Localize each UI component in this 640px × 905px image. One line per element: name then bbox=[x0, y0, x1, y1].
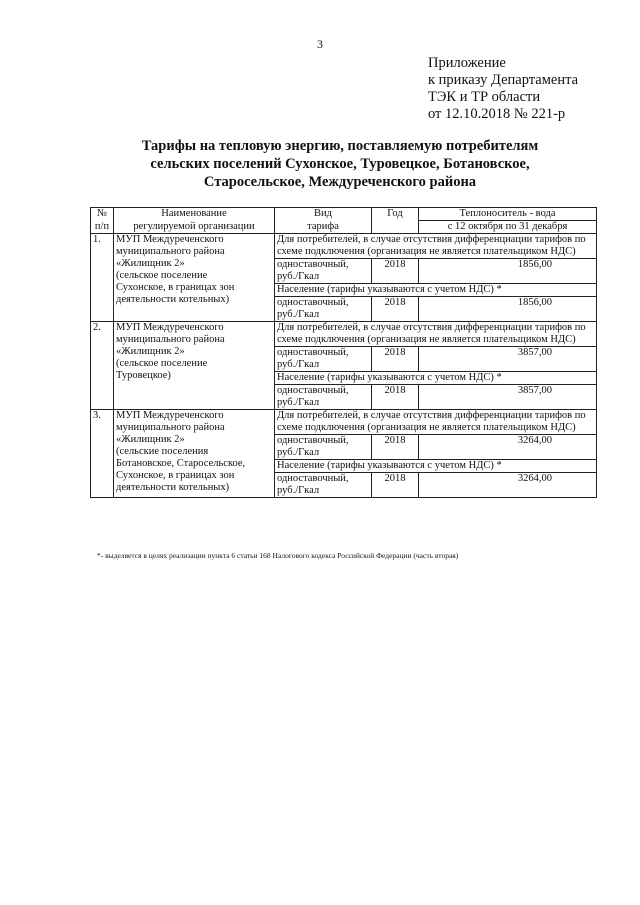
org-line: «Жилищник 2» bbox=[116, 434, 185, 445]
table-header-row bbox=[91, 221, 597, 234]
org-line: «Жилищник 2» bbox=[116, 346, 185, 357]
tariff-value: 3264,00 bbox=[419, 473, 597, 498]
org-line: муниципального района bbox=[116, 334, 225, 345]
org-line: МУП Междуреченского bbox=[116, 322, 224, 333]
population-note: Население (тарифы указываются с учетом НДС) * bbox=[275, 460, 597, 473]
document-title bbox=[100, 137, 580, 191]
table-row bbox=[91, 322, 597, 347]
title-line: Тарифы на тепловую энергию, поставляемую потребителям bbox=[141, 138, 539, 154]
row-number: 3. bbox=[91, 410, 114, 498]
population-note: Население (тарифы указываются с учетом НДС) * bbox=[275, 372, 597, 385]
organization-cell bbox=[114, 234, 275, 322]
table-header-row bbox=[91, 208, 597, 221]
org-line: МУП Междуреченского bbox=[116, 410, 224, 421]
tariff-value: 1856,00 bbox=[419, 259, 597, 284]
org-line: «Жилищник 2» bbox=[116, 258, 185, 269]
tariff-kind: одноставочный, руб./Гкал bbox=[275, 385, 372, 410]
header-carrier: Теплоноситель - вода bbox=[419, 208, 597, 221]
consumers-note: Для потребителей, в случае отсутствия дифференциации тарифов по схеме подключения (организация не является плательщиком НДС) bbox=[275, 234, 597, 259]
org-line: муниципального района bbox=[116, 246, 225, 257]
header-year: Год bbox=[372, 208, 419, 221]
title-line: сельских поселений Сухонское, Туровецкое, Ботановское, bbox=[150, 156, 530, 172]
tariff-kind: одноставочный, руб./Гкал bbox=[275, 435, 372, 460]
appendix-block bbox=[428, 55, 578, 123]
table-row bbox=[91, 410, 597, 435]
tariff-year: 2018 bbox=[372, 259, 419, 284]
population-note: Население (тарифы указываются с учетом НДС) * bbox=[275, 284, 597, 297]
organization-cell bbox=[114, 322, 275, 410]
header-year-sub bbox=[372, 221, 419, 234]
tariff-table bbox=[90, 207, 597, 498]
organization-cell bbox=[114, 410, 275, 498]
tariff-kind: одноставочный, руб./Гкал bbox=[275, 473, 372, 498]
page-number: 3 bbox=[317, 37, 323, 51]
tariff-value: 3857,00 bbox=[419, 347, 597, 372]
tariff-year: 2018 bbox=[372, 347, 419, 372]
header-kind-sub: тарифа bbox=[275, 221, 372, 234]
org-line: деятельности котельных) bbox=[116, 294, 230, 305]
footnote: *- выделяется в целях реализации пункта 6 статьи 168 Налогового кодекса Российской Федерации (часть вторая) bbox=[97, 551, 459, 560]
org-line: Ботановское, Старосельское, bbox=[116, 458, 246, 469]
tariff-year: 2018 bbox=[372, 435, 419, 460]
tariff-year: 2018 bbox=[372, 473, 419, 498]
org-line: (сельские поселения bbox=[116, 446, 209, 457]
tariff-value: 3857,00 bbox=[419, 385, 597, 410]
header-org: Наименование bbox=[114, 208, 275, 221]
table-row bbox=[91, 234, 597, 259]
org-line: Сухонское, в границах зон bbox=[116, 282, 235, 293]
consumers-note: Для потребителей, в случае отсутствия дифференциации тарифов по схеме подключения (организация не является плательщиком НДС) bbox=[275, 322, 597, 347]
consumers-note: Для потребителей, в случае отсутствия дифференциации тарифов по схеме подключения (организация не является плательщиком НДС) bbox=[275, 410, 597, 435]
row-number: 2. bbox=[91, 322, 114, 410]
appendix-line: от 12.10.2018 № 221-р bbox=[428, 106, 566, 122]
org-line: МУП Междуреченского bbox=[116, 234, 224, 245]
tariff-kind: одноставочный, руб./Гкал bbox=[275, 297, 372, 322]
tariff-year: 2018 bbox=[372, 297, 419, 322]
org-line: (сельское поселение bbox=[116, 270, 208, 281]
tariff-kind: одноставочный, руб./Гкал bbox=[275, 259, 372, 284]
header-kind: Вид bbox=[275, 208, 372, 221]
header-org-sub: регулируемой организации bbox=[114, 221, 275, 234]
header-num: № bbox=[91, 208, 114, 221]
row-number: 1. bbox=[91, 234, 114, 322]
header-num-sub: п/п bbox=[91, 221, 114, 234]
tariff-year: 2018 bbox=[372, 385, 419, 410]
appendix-line: ТЭК и ТР области bbox=[428, 89, 541, 105]
org-line: (сельское поселение bbox=[116, 358, 208, 369]
org-line: Туровецкое) bbox=[116, 370, 171, 381]
org-line: муниципального района bbox=[116, 422, 225, 433]
tariff-value: 1856,00 bbox=[419, 297, 597, 322]
tariff-kind: одноставочный, руб./Гкал bbox=[275, 347, 372, 372]
org-line: деятельности котельных) bbox=[116, 482, 230, 493]
tariff-value: 3264,00 bbox=[419, 435, 597, 460]
appendix-line: Приложение bbox=[428, 55, 506, 71]
header-period: с 12 октября по 31 декабря bbox=[419, 221, 597, 234]
org-line: Сухонское, в границах зон bbox=[116, 470, 235, 481]
appendix-line: к приказу Департамента bbox=[428, 72, 579, 88]
title-line: Старосельское, Междуреченского района bbox=[203, 174, 477, 190]
